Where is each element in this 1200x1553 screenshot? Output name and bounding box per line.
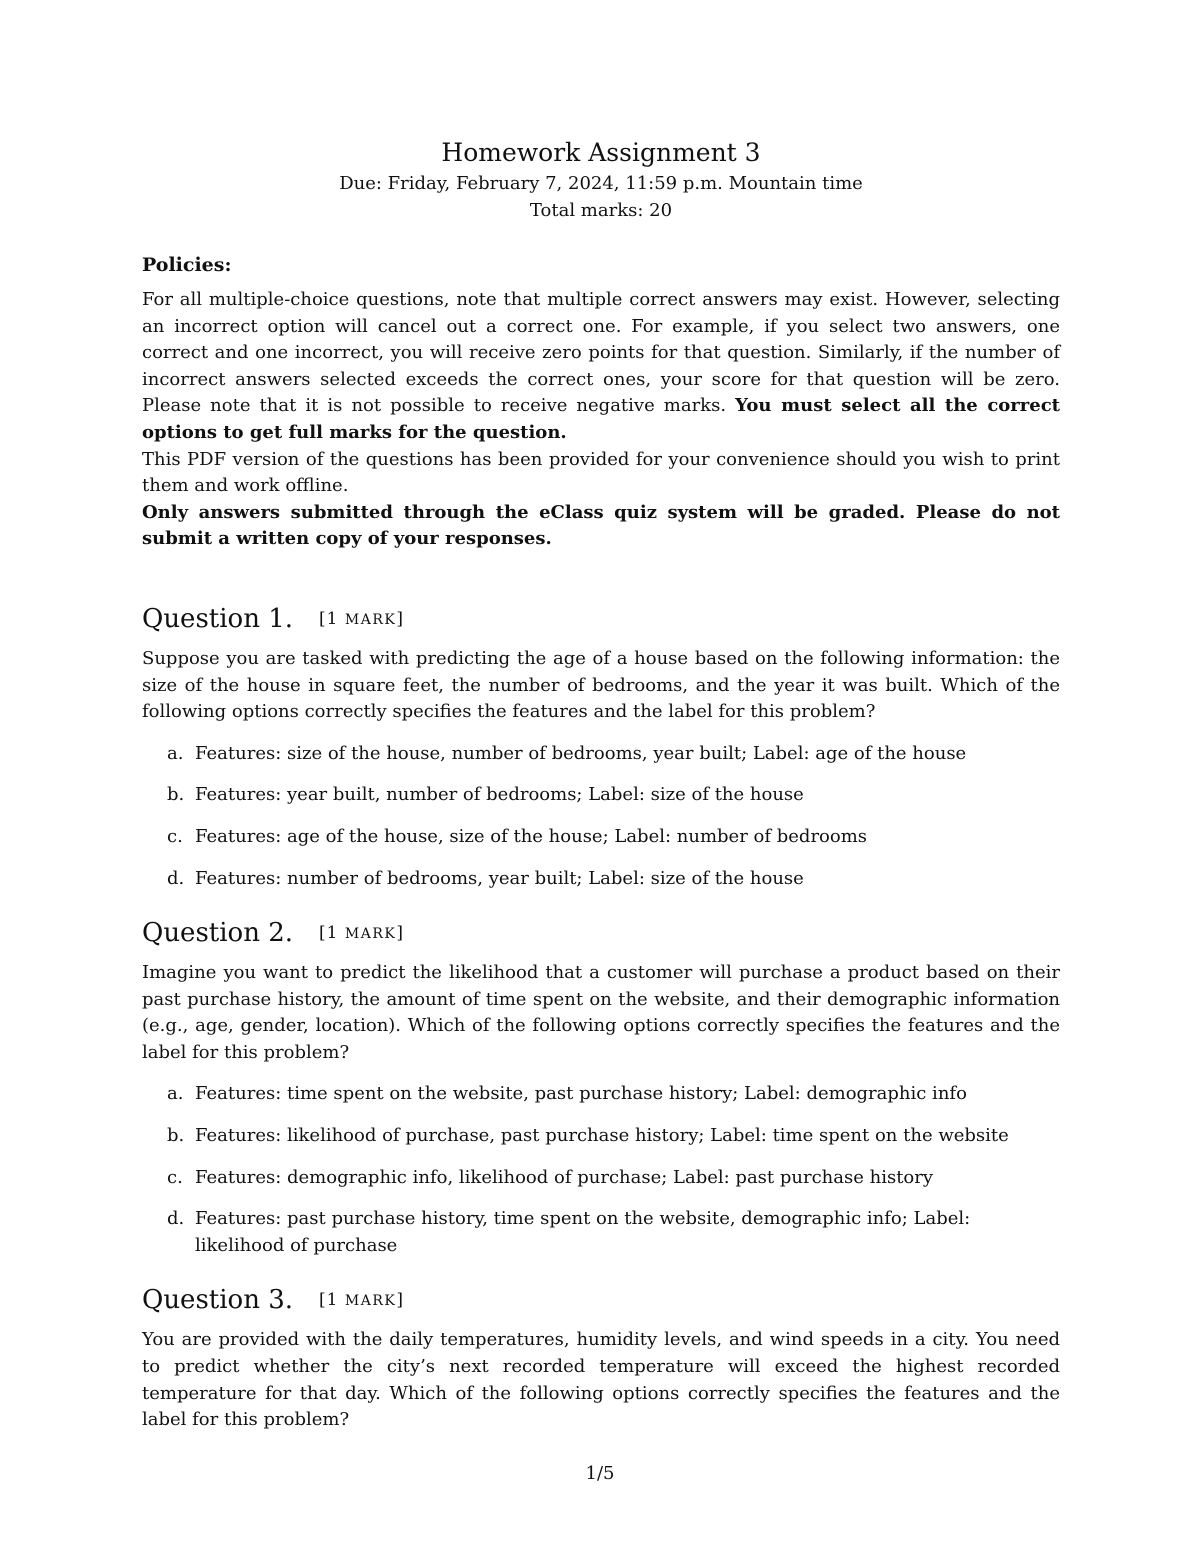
question-2-option-d xyxy=(142,1206,1060,1259)
question-1-option-a xyxy=(142,741,1060,768)
total-marks: Total marks: 20 xyxy=(529,200,673,221)
policies-heading: Policies: xyxy=(142,254,232,276)
question-1-heading xyxy=(142,602,1060,637)
question-3-marks xyxy=(319,1290,404,1310)
question-2-marks-open: [1 xyxy=(319,923,345,944)
option-letter: d. xyxy=(167,1208,185,1230)
due-date: Due: Friday, February 7, 2024, 11:59 p.m. Mountain time xyxy=(339,173,863,194)
question-1-options xyxy=(142,741,1060,892)
policies-emphasis: You must select all the correct options to get full marks for the question. xyxy=(142,395,1060,443)
question-3-text: You are provided with the daily temperatures, humidity levels, and wind speeds in a city. You need to predict whether the city’s next recorded temperature will exceed the highest recorded temperature for that day. Which of the following options correctly specifies the features and the label for this problem? xyxy=(142,1329,1060,1431)
question-3-title: Question 3. xyxy=(142,1285,294,1316)
question-2-heading xyxy=(142,916,1060,951)
option-letter: c. xyxy=(167,1166,183,1188)
question-3-heading xyxy=(142,1283,1060,1318)
question-2-options xyxy=(142,1081,1060,1259)
title-block xyxy=(142,136,1060,224)
option-text: Features: year built, number of bedrooms; Label: size of the house xyxy=(195,784,804,806)
option-letter: d. xyxy=(167,867,185,889)
question-3-marks-open: [1 xyxy=(319,1290,345,1311)
question-2-marks-close: ] xyxy=(396,923,404,944)
question-1-text: Suppose you are tasked with predicting the age of a house based on the following information: the size of the house in square feet, the number of bedrooms, and the year it was built. Which of the following options correctly specifies the features and the label for this problem? xyxy=(142,647,1060,723)
question-1-title: Question 1. xyxy=(142,603,294,634)
question-3 xyxy=(142,1283,1060,1433)
question-2-option-c xyxy=(142,1165,1060,1192)
option-text: Features: age of the house, size of the house; Label: number of bedrooms xyxy=(195,825,868,847)
question-1-marks xyxy=(319,609,404,629)
option-letter: c. xyxy=(167,825,183,847)
question-2-marks xyxy=(319,923,404,943)
question-1-marks-open: [1 xyxy=(319,608,345,629)
option-text: Features: likelihood of purchase, past purchase history; Label: time spent on the website xyxy=(195,1125,1009,1147)
question-2-marks-word: MARK xyxy=(344,926,397,943)
question-2-text: Imagine you want to predict the likelihood that a customer will purchase a product based on their past purchase history, the amount of time spent on the website, and their demographic information (e.g., age, gender, location). Which of the following options correctly specifies the features and the label for this problem? xyxy=(142,962,1060,1063)
policies-text: For all multiple-choice questions, note that multiple correct answers may exist. However, selecting an incorrect option will cancel out a correct one. For example, if you select two answers, one correct and one incorrect, you will receive zero points for that question. Similarly, if the number of incorrect answers selected exceeds the correct ones, your score for that question will be zero. Please note that it is not possible to receive negative marks. xyxy=(142,289,1060,417)
policies-paragraph-1 xyxy=(142,287,1060,447)
option-text: Features: demographic info, likelihood of purchase; Label: past purchase history xyxy=(195,1166,934,1188)
question-1-option-d xyxy=(142,866,1060,893)
page-title: Homework Assignment 3 xyxy=(441,138,761,167)
question-2-option-b xyxy=(142,1123,1060,1150)
policies-submission-note: Only answers submitted through the eClass quiz system will be graded. Please do not submit a written copy of your responses. xyxy=(142,501,1060,550)
option-text: Features: size of the house, number of bedrooms, year built; Label: age of the house xyxy=(195,742,967,764)
question-1-marks-word: MARK xyxy=(344,611,397,628)
question-2 xyxy=(142,916,1060,1259)
policies-paragraph-2: This PDF version of the questions has been provided for your convenience should you wish to print them and work offline. xyxy=(142,448,1060,497)
question-1-option-c xyxy=(142,824,1060,851)
page-number: 1/5 xyxy=(585,1463,615,1484)
question-1 xyxy=(142,602,1060,892)
question-1-option-b xyxy=(142,782,1060,809)
option-text: Features: number of bedrooms, year built; Label: size of the house xyxy=(195,867,804,889)
policies-section xyxy=(142,251,1060,553)
policies-paragraph-3 xyxy=(142,500,1060,553)
question-3-marks-close: ] xyxy=(396,1290,404,1311)
option-letter: b. xyxy=(167,784,185,806)
option-text: Features: time spent on the website, past purchase history; Label: demographic info xyxy=(195,1083,967,1105)
option-letter: a. xyxy=(167,1083,184,1105)
option-letter: b. xyxy=(167,1125,185,1147)
document-page xyxy=(142,136,1060,1434)
question-3-marks-word: MARK xyxy=(344,1293,397,1310)
option-letter: a. xyxy=(167,742,184,764)
option-text: Features: past purchase history, time spent on the website, demographic info; Label: likelihood of purchase xyxy=(195,1208,971,1256)
question-2-option-a xyxy=(142,1081,1060,1108)
question-1-marks-close: ] xyxy=(396,608,404,629)
question-2-title: Question 2. xyxy=(142,918,294,949)
